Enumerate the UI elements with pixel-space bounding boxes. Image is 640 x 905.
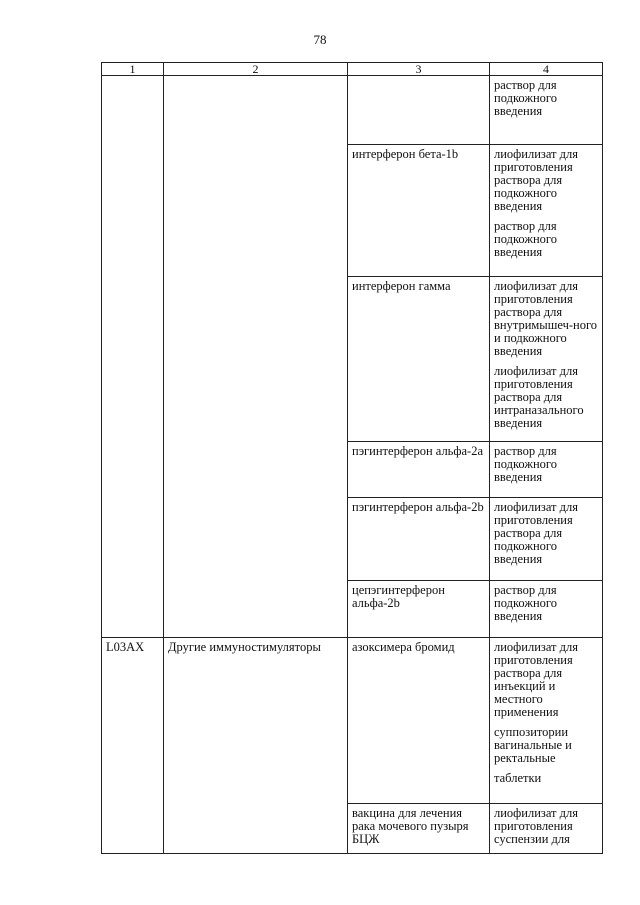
dosage-form-cell (490, 581, 603, 638)
group-cell-empty (164, 76, 348, 638)
drug-name-cell: пэгинтерферон альфа-2a (348, 442, 490, 498)
dosage-form: лиофилизат для приготовления раствора для внутримышеч-ного и подкожного введения (494, 279, 598, 358)
drug-name-cell: вакцина для лечения рака мочевого пузыря БЦЖ (348, 804, 490, 854)
drug-name-cell: пэгинтерферон альфа-2b (348, 498, 490, 581)
dosage-form: раствор для подкожного введения (494, 78, 557, 118)
dosage-form: лиофилизат для приготовления раствора для инъекций и местного применения (494, 640, 578, 719)
group-name-cell: Другие иммуностимуляторы (164, 638, 348, 854)
header-row (102, 63, 603, 76)
dosage-form: таблетки (494, 771, 542, 785)
header-col-1: 1 (102, 63, 164, 76)
page-number: 78 (313, 32, 327, 47)
header-col-3: 3 (348, 63, 490, 76)
dosage-form: лиофилизат для приготовления раствора для подкожного введения (494, 147, 578, 213)
dosage-form: раствор для подкожного введения (494, 583, 557, 623)
dosage-form: лиофилизат для приготовления суспензии для (494, 806, 578, 846)
drug-name-cell: интерферон гамма (348, 277, 490, 442)
dosage-form: лиофилизат для приготовления раствора для интраназального введения (494, 364, 584, 430)
dosage-form-cell (490, 804, 603, 854)
header-col-2: 2 (164, 63, 348, 76)
header-col-4: 4 (490, 63, 603, 76)
atc-code-cell: L03AX (102, 638, 164, 854)
table-row (102, 76, 603, 145)
dosage-form-cell (490, 277, 603, 442)
drug-table (101, 62, 603, 854)
dosage-form-cell (490, 442, 603, 498)
dosage-form-cell (490, 145, 603, 277)
dosage-form-cell (490, 638, 603, 804)
dosage-form: суппозитории вагинальные и ректальные (494, 725, 572, 765)
dosage-form-cell (490, 498, 603, 581)
dosage-form: раствор для подкожного введения (494, 219, 557, 259)
drug-name-cell: азоксимера бромид (348, 638, 490, 804)
drug-name-cell-empty (348, 76, 490, 145)
drug-name-cell: цепэгинтерферон альфа-2b (348, 581, 490, 638)
dosage-form: раствор для подкожного введения (494, 444, 557, 484)
drug-name-cell: интерферон бета-1b (348, 145, 490, 277)
table-row (102, 638, 603, 804)
dosage-form: лиофилизат для приготовления раствора для подкожного введения (494, 500, 578, 566)
dosage-form-cell (490, 76, 603, 145)
code-cell-empty (102, 76, 164, 638)
